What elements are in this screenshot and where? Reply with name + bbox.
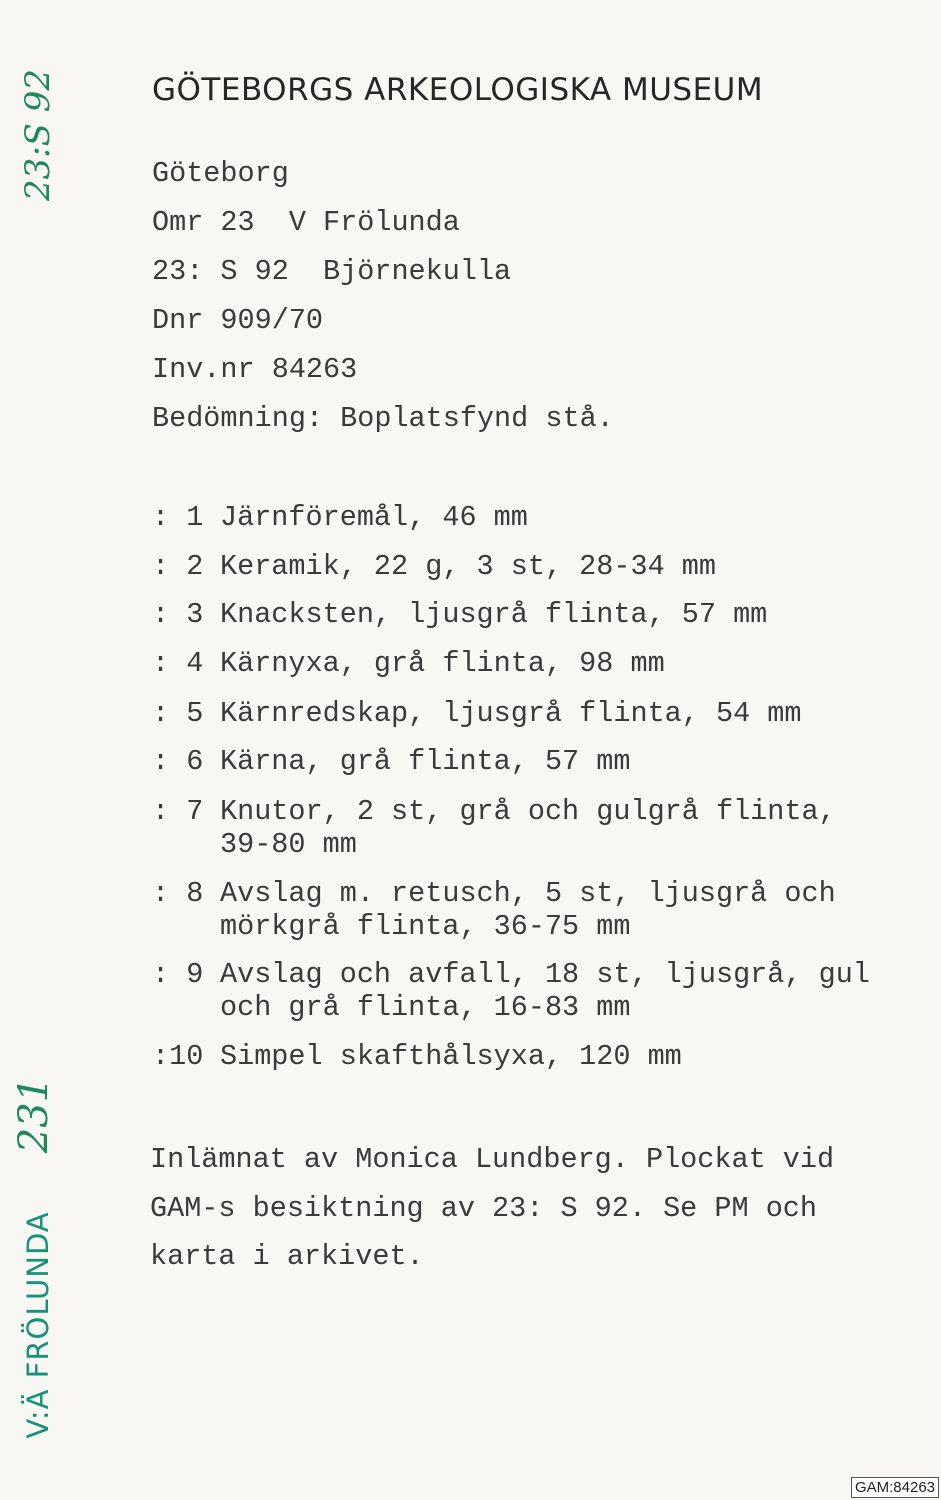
item-text-continued: och grå flinta, 16-83 mm (220, 991, 631, 1024)
find-item-4 (152, 647, 665, 680)
archive-id-label: GAM:84263 (851, 1477, 939, 1498)
item-text: Knacksten, ljusgrå flinta, 57 mm (220, 598, 768, 631)
item-text: Knutor, 2 st, grå och gulgrå flinta, (220, 795, 836, 828)
item-text-continued: mörkgrå flinta, 36-75 mm (220, 910, 631, 943)
find-item-7 (152, 795, 836, 861)
item-text: Kärna, grå flinta, 57 mm (220, 745, 631, 778)
meta-site: 23: S 92 Björnekulla (152, 255, 512, 288)
meta-dnr: Dnr 909/70 (152, 304, 324, 337)
item-number: : 2 (152, 550, 204, 583)
find-item-9 (152, 958, 870, 1024)
item-text: Järnföremål, 46 mm (220, 501, 528, 534)
find-item-5 (152, 697, 802, 730)
handwritten-number: 231 (11, 1076, 57, 1154)
find-item-8 (152, 877, 836, 943)
item-text-continued: 39-80 mm (220, 828, 357, 861)
item-text: Simpel skafthålsyxa, 120 mm (220, 1040, 682, 1073)
meta-assessment: Bedömning: Boplatsfynd stå. (152, 402, 614, 435)
meta-city: Göteborg (152, 157, 289, 190)
find-item-1 (152, 501, 528, 534)
item-text: Kärnyxa, grå flinta, 98 mm (220, 647, 665, 680)
item-text: Kärnredskap, ljusgrå flinta, 54 mm (220, 697, 802, 730)
item-number: : 7 (152, 795, 204, 828)
meta-area: Omr 23 V Frölunda (152, 206, 460, 239)
note-line: karta i arkivet. (150, 1240, 424, 1273)
note-line: GAM-s besiktning av 23: S 92. Se PM och (150, 1191, 818, 1225)
item-number: : 6 (152, 745, 204, 778)
meta-inventory: Inv.nr 84263 (152, 353, 358, 386)
find-item-2 (152, 550, 716, 583)
item-text: Avslag och avfall, 18 st, ljusgrå, gul (220, 958, 870, 991)
item-number: : 3 (152, 598, 204, 631)
item-number: :10 (152, 1040, 204, 1073)
item-number: : 4 (152, 647, 204, 680)
item-number: : 5 (152, 697, 204, 730)
item-text: Avslag m. retusch, 5 st, ljusgrå och (220, 877, 836, 910)
museum-header: GÖTEBORGS ARKEOLOGISKA MUSEUM (152, 72, 764, 108)
item-text: Keramik, 22 g, 3 st, 28-34 mm (220, 550, 716, 583)
parish-stamp: V:Ä FRÖLUNDA (21, 1211, 55, 1439)
handwritten-site-code: 23:S 92 (18, 68, 58, 202)
note-line: Inlämnat av Monica Lundberg. Plockat vid (150, 1143, 835, 1176)
item-number: : 8 (152, 877, 204, 910)
item-number: : 1 (152, 501, 204, 534)
item-number: : 9 (152, 958, 204, 991)
find-item-10 (152, 1040, 682, 1073)
find-item-3 (152, 598, 767, 631)
find-item-6 (152, 745, 630, 778)
submission-note (150, 1136, 910, 1282)
